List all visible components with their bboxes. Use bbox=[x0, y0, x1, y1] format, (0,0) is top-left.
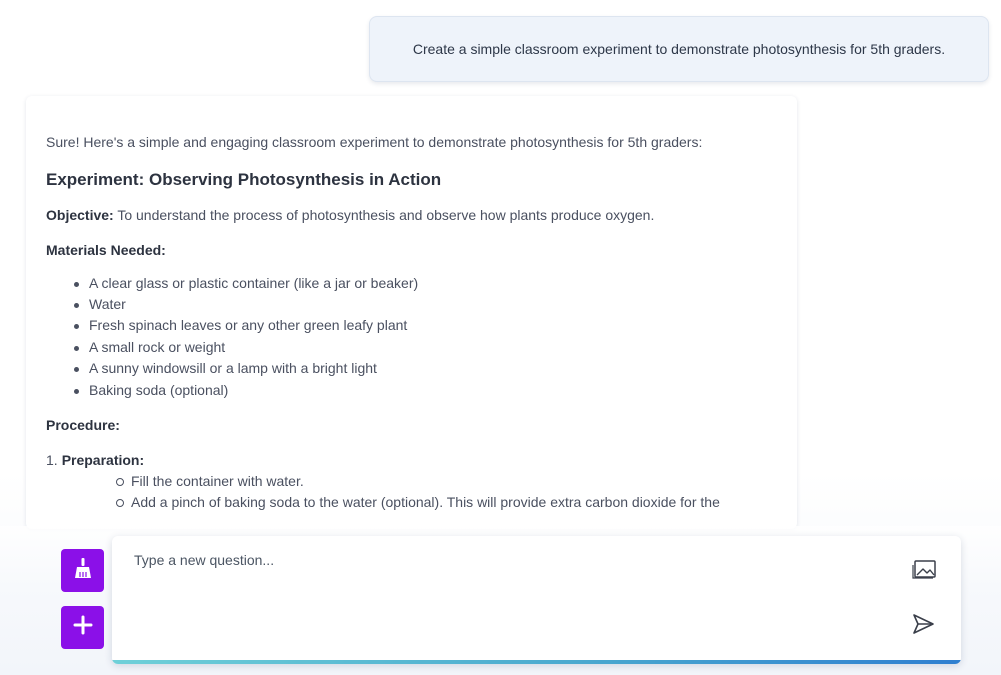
assistant-intro: Sure! Here's a simple and engaging classroom experiment to demonstrate photosynthesis for 5th graders: bbox=[46, 134, 703, 150]
list-item: Water bbox=[74, 294, 777, 315]
input-accent-bar bbox=[112, 660, 961, 664]
new-chat-button[interactable] bbox=[61, 606, 104, 649]
list-item: Fill the container with water. bbox=[116, 471, 777, 492]
objective-paragraph bbox=[46, 205, 777, 226]
list-item: Baking soda (optional) bbox=[74, 380, 777, 401]
plus-icon bbox=[73, 615, 93, 640]
procedure-step bbox=[46, 450, 777, 471]
send-icon bbox=[910, 612, 936, 636]
step-number: 1. bbox=[46, 451, 58, 468]
user-message-bubble bbox=[369, 16, 989, 82]
objective-label: Objective: bbox=[46, 206, 114, 223]
objective-text: To understand the process of photosynthesis and observe how plants produce oxygen. bbox=[113, 206, 655, 223]
substep-list bbox=[116, 471, 777, 513]
list-item: Fresh spinach leaves or any other green leafy plant bbox=[74, 315, 777, 336]
user-message-text: Create a simple classroom experiment to demonstrate photosynthesis for 5th graders. bbox=[412, 41, 946, 57]
image-icon bbox=[912, 558, 938, 580]
question-input[interactable] bbox=[122, 552, 882, 642]
question-input-box bbox=[112, 536, 961, 664]
materials-heading: Materials Needed: bbox=[46, 241, 166, 258]
list-item: A sunny windowsill or a lamp with a bright light bbox=[74, 358, 777, 379]
broom-icon bbox=[73, 557, 93, 584]
step-label: Preparation: bbox=[61, 451, 145, 468]
procedure-heading: Procedure: bbox=[46, 416, 120, 433]
assistant-message-card bbox=[26, 96, 797, 529]
list-item: Add a pinch of baking soda to the water (optional). This will provide extra carbon dioxide for the bbox=[116, 492, 777, 513]
clear-chat-button[interactable] bbox=[61, 549, 104, 592]
list-item: A clear glass or plastic container (like a jar or beaker) bbox=[74, 273, 777, 294]
experiment-title: Experiment: Observing Photosynthesis in Action bbox=[46, 170, 442, 189]
materials-list bbox=[74, 273, 777, 401]
list-item: A small rock or weight bbox=[74, 337, 777, 358]
image-upload-button[interactable] bbox=[912, 558, 938, 580]
send-button[interactable] bbox=[910, 612, 936, 636]
